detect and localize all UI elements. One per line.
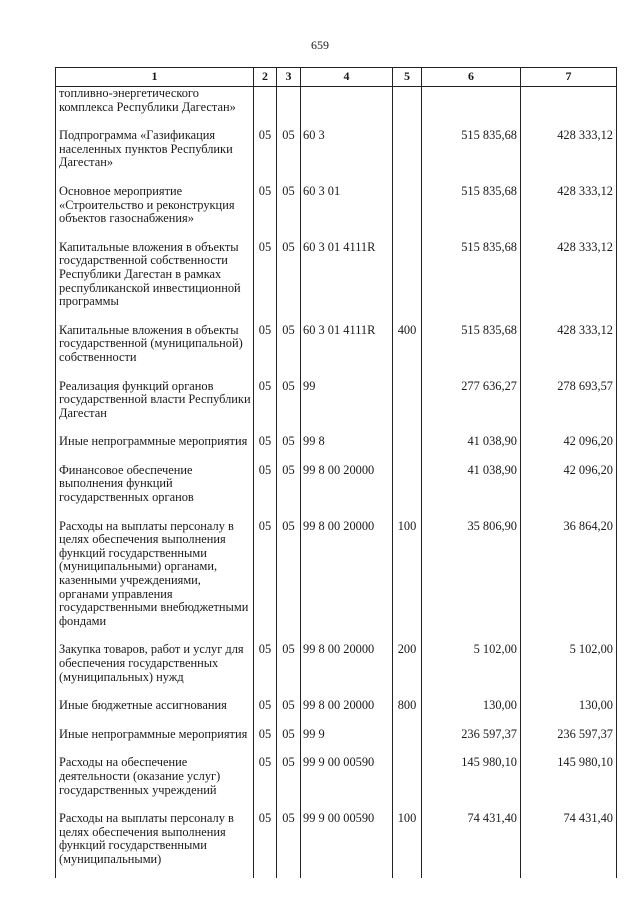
subsection-code: 05 [277, 516, 301, 640]
column-header: 6 [422, 68, 521, 87]
expense-type-code [393, 181, 422, 237]
table-row [56, 516, 617, 640]
amount-year-2: 428 333,12 [521, 125, 617, 181]
expense-type-code [393, 376, 422, 432]
expense-type-code [393, 431, 422, 460]
target-article-code: 99 8 00 20000 [301, 516, 393, 640]
amount-year-1 [422, 87, 521, 126]
target-article-code: 99 8 00 20000 [301, 695, 393, 724]
table-row [56, 808, 617, 877]
expense-type-code [393, 237, 422, 320]
row-name: Капитальные вложения в объекты государственной собственности Республики Дагестан в рамках республиканской инвестиционной программы [56, 237, 254, 320]
column-header: 7 [521, 68, 617, 87]
amount-year-1: 74 431,40 [422, 808, 521, 877]
amount-year-2 [521, 87, 617, 126]
budget-table [55, 67, 617, 878]
row-name: Расходы на обеспечение деятельности (оказание услуг) государственных учреждений [56, 752, 254, 808]
target-article-code [301, 87, 393, 126]
row-name: Подпрограмма «Газификация населенных пунктов Республики Дагестан» [56, 125, 254, 181]
section-code: 05 [254, 376, 277, 432]
subsection-code: 05 [277, 320, 301, 376]
subsection-code: 05 [277, 237, 301, 320]
row-name: Закупка товаров, работ и услуг для обеспечения государственных (муниципальных) нужд [56, 639, 254, 695]
row-name: Реализация функций органов государственной власти Республики Дагестан [56, 376, 254, 432]
amount-year-1: 277 636,27 [422, 376, 521, 432]
amount-year-2: 428 333,12 [521, 237, 617, 320]
table-row [56, 181, 617, 237]
amount-year-2: 42 096,20 [521, 431, 617, 460]
section-code: 05 [254, 639, 277, 695]
table-body [56, 87, 617, 878]
subsection-code: 05 [277, 125, 301, 181]
amount-year-2: 236 597,37 [521, 724, 617, 753]
target-article-code: 60 3 01 [301, 181, 393, 237]
amount-year-1: 145 980,10 [422, 752, 521, 808]
expense-type-code [393, 125, 422, 181]
row-name: Иные бюджетные ассигнования [56, 695, 254, 724]
expense-type-code: 100 [393, 808, 422, 877]
section-code: 05 [254, 320, 277, 376]
row-name: Иные непрограммные мероприятия [56, 724, 254, 753]
row-name: топливно-энергетического комплекса Республики Дагестан» [56, 87, 254, 126]
expense-type-code: 800 [393, 695, 422, 724]
table-row [56, 724, 617, 753]
target-article-code: 60 3 [301, 125, 393, 181]
amount-year-1: 515 835,68 [422, 237, 521, 320]
column-header: 3 [277, 68, 301, 87]
amount-year-2: 428 333,12 [521, 181, 617, 237]
table-row [56, 695, 617, 724]
section-code: 05 [254, 125, 277, 181]
expense-type-code [393, 460, 422, 516]
table-row [56, 431, 617, 460]
table-row [56, 639, 617, 695]
section-code: 05 [254, 695, 277, 724]
amount-year-2: 130,00 [521, 695, 617, 724]
expense-type-code [393, 87, 422, 126]
section-code: 05 [254, 237, 277, 320]
section-code: 05 [254, 752, 277, 808]
section-code: 05 [254, 808, 277, 877]
table-row [56, 87, 617, 126]
amount-year-1: 41 038,90 [422, 460, 521, 516]
target-article-code: 60 3 01 4111R [301, 237, 393, 320]
amount-year-1: 41 038,90 [422, 431, 521, 460]
amount-year-1: 130,00 [422, 695, 521, 724]
expense-type-code [393, 752, 422, 808]
target-article-code: 60 3 01 4111R [301, 320, 393, 376]
target-article-code: 99 9 00 00590 [301, 752, 393, 808]
amount-year-1: 5 102,00 [422, 639, 521, 695]
amount-year-1: 35 806,90 [422, 516, 521, 640]
expense-type-code [393, 724, 422, 753]
section-code [254, 87, 277, 126]
subsection-code: 05 [277, 808, 301, 877]
row-name: Расходы на выплаты персоналу в целях обеспечения выполнения функций государственными (муниципальными) органами, казенными учреждениями, органами управления государственными внебюджетными фондами [56, 516, 254, 640]
expense-type-code: 400 [393, 320, 422, 376]
amount-year-2: 74 431,40 [521, 808, 617, 877]
row-name: Финансовое обеспечение выполнения функций государственных органов [56, 460, 254, 516]
amount-year-1: 515 835,68 [422, 181, 521, 237]
target-article-code: 99 9 00 00590 [301, 808, 393, 877]
amount-year-2: 5 102,00 [521, 639, 617, 695]
subsection-code: 05 [277, 695, 301, 724]
table-row [56, 320, 617, 376]
column-header: 2 [254, 68, 277, 87]
amount-year-1: 236 597,37 [422, 724, 521, 753]
column-header: 5 [393, 68, 422, 87]
subsection-code: 05 [277, 724, 301, 753]
amount-year-2: 42 096,20 [521, 460, 617, 516]
subsection-code [277, 87, 301, 126]
subsection-code: 05 [277, 752, 301, 808]
section-code: 05 [254, 460, 277, 516]
row-name: Расходы на выплаты персоналу в целях обеспечения выполнения функций государственными (муниципальными) [56, 808, 254, 877]
amount-year-2: 428 333,12 [521, 320, 617, 376]
amount-year-2: 36 864,20 [521, 516, 617, 640]
amount-year-2: 145 980,10 [521, 752, 617, 808]
section-code: 05 [254, 431, 277, 460]
amount-year-2: 278 693,57 [521, 376, 617, 432]
section-code: 05 [254, 516, 277, 640]
amount-year-1: 515 835,68 [422, 320, 521, 376]
row-name: Капитальные вложения в объекты государственной (муниципальной) собственности [56, 320, 254, 376]
subsection-code: 05 [277, 181, 301, 237]
table-row [56, 460, 617, 516]
row-name: Основное мероприятие «Строительство и реконструкция объектов газоснабжения» [56, 181, 254, 237]
table-row [56, 376, 617, 432]
target-article-code: 99 8 [301, 431, 393, 460]
amount-year-1: 515 835,68 [422, 125, 521, 181]
subsection-code: 05 [277, 460, 301, 516]
column-header: 4 [301, 68, 393, 87]
table-row [56, 752, 617, 808]
table-row [56, 237, 617, 320]
target-article-code: 99 9 [301, 724, 393, 753]
target-article-code: 99 [301, 376, 393, 432]
expense-type-code: 100 [393, 516, 422, 640]
target-article-code: 99 8 00 20000 [301, 460, 393, 516]
header-row [56, 68, 617, 87]
section-code: 05 [254, 724, 277, 753]
page-number: 659 [311, 38, 329, 52]
expense-type-code: 200 [393, 639, 422, 695]
table-row [56, 125, 617, 181]
section-code: 05 [254, 181, 277, 237]
target-article-code: 99 8 00 20000 [301, 639, 393, 695]
column-header: 1 [56, 68, 254, 87]
row-name: Иные непрограммные мероприятия [56, 431, 254, 460]
subsection-code: 05 [277, 431, 301, 460]
subsection-code: 05 [277, 376, 301, 432]
subsection-code: 05 [277, 639, 301, 695]
